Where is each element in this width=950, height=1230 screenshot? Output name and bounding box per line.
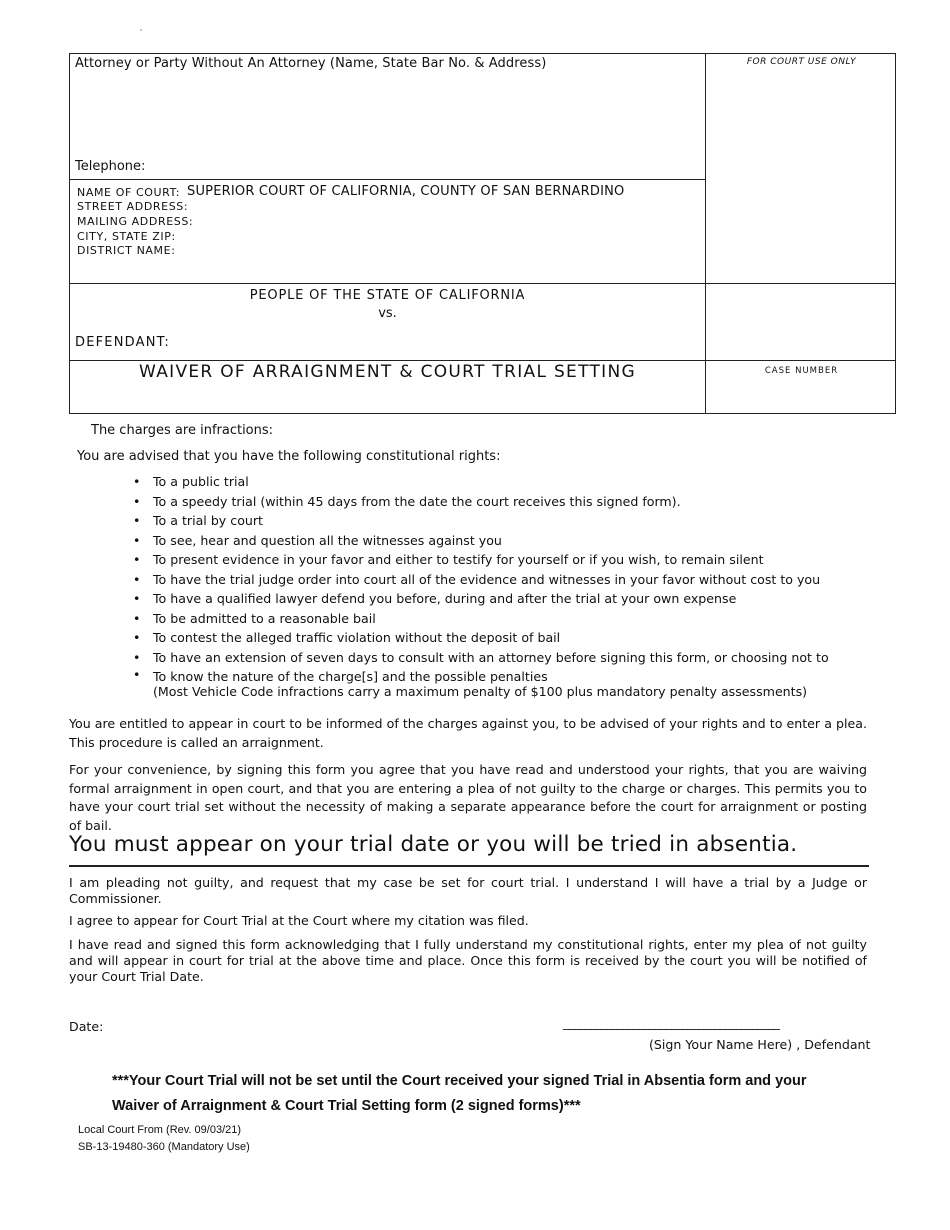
advised-text: You are advised that you have the following constitutional rights:	[77, 449, 501, 464]
vs-label: vs.	[378, 306, 397, 321]
mailing-address-label: MAILING ADDRESS:	[77, 215, 194, 228]
court-divider	[69, 283, 896, 284]
name-of-court-label: NAME OF COURT:	[77, 186, 181, 199]
plea-paragraph: I am pleading not guilty, and request that my case be set for court trial. I understand I will have a trial by a Judge or Commissioner.	[69, 875, 867, 906]
signature-caption: (Sign Your Name Here) , Defendant	[649, 1037, 871, 1052]
court-trial-notice: ***Your Court Trial will not be set until the Court received your signed Trial in Absentia form and your Waiver of Arraignment & Court Trial Setting form (2 signed forms)***	[112, 1073, 807, 1114]
people-label: PEOPLE OF THE STATE OF CALIFORNIA	[249, 288, 526, 303]
district-name-label: DISTRICT NAME:	[77, 244, 176, 257]
rights-item: • To have the trial judge order into court all of the evidence and witnesses in your favor without cost to you	[133, 570, 829, 590]
rights-item: • To present evidence in your favor and either to testify for yourself or if you wish, to remain silent	[133, 550, 829, 570]
rights-item: • To know the nature of the charge[s] and the possible penalties	[133, 667, 829, 685]
defendant-label: DEFENDANT:	[75, 335, 170, 350]
form-title: WAIVER OF ARRAIGNMENT & COURT TRIAL SETTING	[139, 362, 636, 382]
rights-item: • To have a qualified lawyer defend you before, during and after the trial at your own expense	[133, 589, 829, 609]
date-label: Date:	[69, 1019, 104, 1034]
rights-list	[133, 472, 829, 685]
rights-item: • To contest the alleged traffic violation without the deposit of bail	[133, 628, 829, 648]
telephone-label: Telephone:	[75, 159, 146, 174]
street-address-label: STREET ADDRESS:	[77, 200, 189, 213]
rights-item: • To have an extension of seven days to consult with an attorney before signing this form, or choosing not to	[133, 648, 829, 668]
agree-paragraph: I agree to appear for Court Trial at the Court where my citation was filed.	[69, 913, 529, 928]
acknowledge-paragraph: I have read and signed this form acknowledging that I fully understand my constitutional rights, enter my plea of not guilty and will appear in court for trial at the above time and place. Once this form is received by the court you will be notified of your Court Trial Date.	[69, 937, 867, 984]
city-state-zip-label: CITY, STATE ZIP:	[77, 230, 176, 243]
case-number-label: CASE NUMBER	[764, 366, 839, 376]
rights-item: • To be admitted to a reasonable bail	[133, 609, 829, 629]
convenience-paragraph: For your convenience, by signing this form you agree that you have read and understood your rights, that you are waiving formal arraignment in open court, and that you are entering a plea of not guilty to the charge or charges. This permits you to have your court trial set without the necessity of making a separate appearance before the court for arraignment or posting of bail.	[69, 762, 867, 833]
attorney-divider	[69, 179, 706, 180]
warning-underline	[69, 865, 869, 867]
name-of-court-value: SUPERIOR COURT OF CALIFORNIA, COUNTY OF SAN BERNARDINO	[187, 184, 625, 199]
warning-heading: You must appear on your trial date or you will be tried in absentia.	[69, 832, 798, 857]
court-use-label: FOR COURT USE ONLY	[746, 57, 857, 67]
rights-item: • To a trial by court	[133, 511, 829, 531]
rights-item: • To a public trial	[133, 472, 829, 492]
arraignment-paragraph: You are entitled to appear in court to be informed of the charges against you, to be advised of your rights and to enter a plea. This procedure is called an arraignment.	[69, 716, 867, 750]
attorney-label: Attorney or Party Without An Attorney (Name, State Bar No. & Address)	[75, 56, 547, 71]
stray-mark: '	[140, 28, 143, 37]
rights-item: • To see, hear and question all the witnesses against you	[133, 531, 829, 551]
footer-form-number: SB-13-19480-360 (Mandatory Use)	[78, 1141, 250, 1153]
charges-text: The charges are infractions:	[91, 423, 274, 438]
signature-line: ________________________________________	[563, 1015, 779, 1030]
parties-divider	[69, 360, 896, 361]
footer-revision: Local Court From (Rev. 09/03/21)	[78, 1124, 242, 1136]
rights-note: (Most Vehicle Code infractions carry a maximum penalty of $100 plus mandatory penalty assessments)	[153, 684, 808, 699]
rights-item: • To a speedy trial (within 45 days from the date the court receives this signed form).	[133, 492, 829, 512]
